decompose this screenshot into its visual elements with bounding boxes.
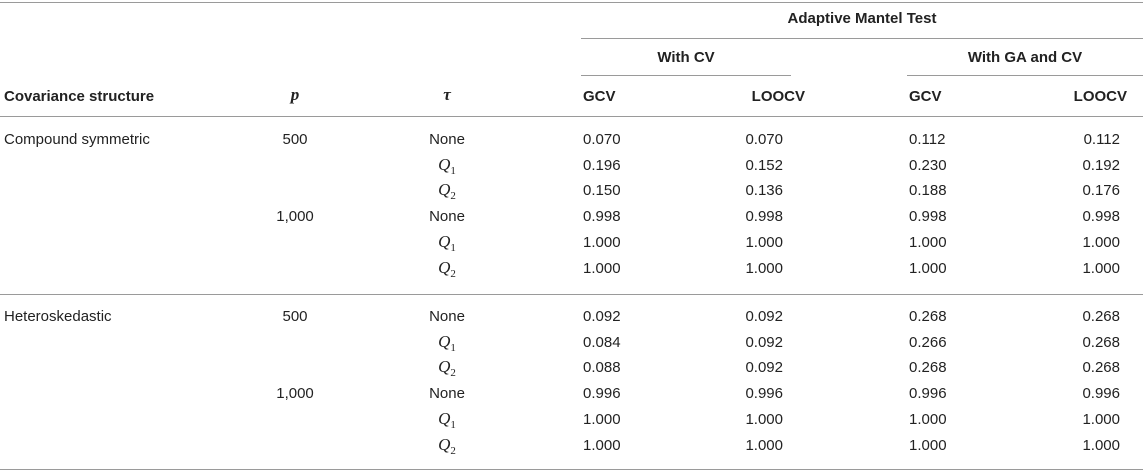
table-cell-value: 0.268 [909, 359, 947, 377]
header-bottom-rule [0, 116, 1143, 117]
col-header-loocv-1: LOOCV [751, 88, 805, 105]
row-p-value: 500 [282, 131, 308, 148]
row-tau-label: $Q_2$ [438, 357, 456, 380]
table-cell-value: 0.112 [909, 131, 946, 148]
table-cell-value: 1.000 [1082, 436, 1120, 454]
table-cell-value: 1.000 [745, 259, 783, 277]
group-title: Adaptive Mantel Test [787, 10, 937, 27]
table-cell-value: 0.176 [1082, 182, 1120, 200]
table-cell-value: 0.268 [1082, 333, 1120, 351]
table-cell-value: 0.268 [909, 308, 947, 325]
subheader-with-ga-cv: With GA and CV [967, 49, 1083, 66]
table-cell-value: 1.000 [909, 233, 947, 251]
col-header-cov: Covariance structure [4, 88, 155, 105]
row-tau-label: $Q_1$ [438, 231, 456, 254]
table-cell-value: 0.092 [583, 308, 621, 325]
row-tau-label: None [429, 208, 465, 226]
table-cell-value: 0.152 [745, 156, 783, 174]
row-tau-label: None [429, 385, 465, 403]
table-cell-value: 1.000 [1082, 233, 1120, 251]
table-cell-value: 0.196 [583, 156, 621, 174]
table-cell-value: 0.998 [1082, 208, 1120, 226]
bottom-rule [0, 469, 1143, 470]
table-cell-value: 0.088 [583, 359, 621, 377]
table-cell-value: 0.266 [909, 333, 947, 351]
table-cell-value: 0.112 [1083, 131, 1120, 148]
with-ga-cv-rule [907, 75, 1143, 76]
table-cell-value: 0.268 [1082, 359, 1120, 377]
row-tau-label: $Q_1$ [438, 154, 456, 177]
row-tau-label: None [429, 308, 465, 325]
table-cell-value: 0.188 [909, 182, 947, 200]
table-cell-value: 0.192 [1082, 156, 1120, 174]
row-p-value: 500 [282, 308, 308, 325]
table-cell-value: 0.092 [745, 333, 783, 351]
table-cell-value: 1.000 [583, 233, 621, 251]
table-cell-value: 0.996 [745, 385, 783, 403]
top-rule [0, 2, 1143, 3]
table-cell-value: 1.000 [1082, 259, 1120, 277]
row-tau-label: $Q_1$ [438, 408, 456, 431]
table-cell-value: 1.000 [909, 410, 947, 428]
table-cell-value: 0.136 [745, 182, 783, 200]
table-cell-value: 0.070 [583, 131, 621, 148]
table-cell-value: 0.996 [583, 385, 621, 403]
table-cell-value: 0.092 [745, 308, 783, 325]
table-cell-value: 1.000 [583, 259, 621, 277]
table-cell-value: 1.000 [745, 410, 783, 428]
table-cell-value: 0.084 [583, 333, 621, 351]
table-cell-value: 0.998 [909, 208, 947, 226]
col-header-tau: τ [443, 85, 451, 104]
row-tau-label: None [429, 131, 465, 148]
row-tau-label: $Q_2$ [438, 434, 456, 457]
table-cell-value: 1.000 [583, 436, 621, 454]
table-cell-value: 0.268 [1082, 308, 1120, 325]
table-cell-value: 1.000 [1082, 410, 1120, 428]
table-cell-value: 1.000 [909, 259, 947, 277]
col-header-gcv-1: GCV [583, 88, 616, 105]
table-cell-value: 0.230 [909, 156, 947, 174]
table-cell-value: 1.000 [909, 436, 947, 454]
row-p-value: 1,000 [276, 208, 314, 226]
col-header-gcv-2: GCV [909, 88, 942, 105]
group-separator-rule [0, 294, 1143, 295]
table-cell-value: 1.000 [745, 233, 783, 251]
row-covariance-label: Heteroskedastic [4, 308, 112, 325]
table-cell-value: 1.000 [745, 436, 783, 454]
col-header-p: p [290, 85, 300, 104]
row-covariance-label: Compound symmetric [4, 131, 150, 148]
group-header-rule [581, 38, 1143, 39]
table-cell-value: 0.092 [745, 359, 783, 377]
table-cell-value: 0.996 [1082, 385, 1120, 403]
col-header-loocv-2: LOOCV [1073, 88, 1127, 105]
table-cell-value: 0.150 [583, 182, 621, 200]
table-cell-value: 1.000 [583, 410, 621, 428]
table-cell-value: 0.998 [583, 208, 621, 226]
subheader-with-cv: With CV [657, 49, 715, 66]
table-cell-value: 0.998 [745, 208, 783, 226]
row-tau-label: $Q_2$ [438, 180, 456, 203]
table-cell-value: 0.070 [745, 131, 783, 148]
row-tau-label: $Q_1$ [438, 331, 456, 354]
table-cell-value: 0.996 [909, 385, 947, 403]
row-tau-label: $Q_2$ [438, 257, 456, 280]
row-p-value: 1,000 [276, 385, 314, 403]
with-cv-rule [581, 75, 791, 76]
